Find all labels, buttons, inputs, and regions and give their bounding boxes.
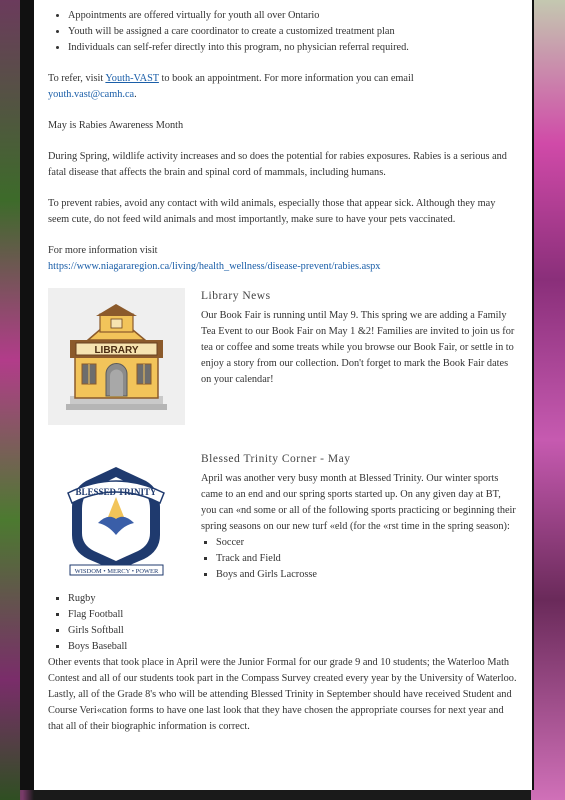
- crest-name-text: BLESSED TRINITY: [75, 487, 157, 497]
- list-item: ▪ Track and Field: [216, 551, 518, 567]
- background-flowers-left: [0, 0, 20, 800]
- list-item: ▪ Girls Softball: [68, 623, 518, 639]
- list-item: • Individuals can self-refer directly into this program, no physician referral required.: [68, 40, 518, 56]
- library-news-section: [48, 288, 518, 431]
- bt-corner-title: Blessed Trinity Corner - May: [201, 453, 351, 465]
- list-item: ▪ Soccer: [216, 535, 518, 551]
- blessed-trinity-logo: [48, 459, 185, 591]
- library-building-icon: [48, 288, 185, 425]
- sports-list-more: [48, 591, 518, 655]
- list-item: • Youth will be assigned a care coordinator to create a customized treatment plan: [68, 24, 518, 40]
- rabies-info-label: For more information visit: [48, 245, 158, 256]
- newsletter-page: [34, 0, 532, 790]
- library-news-title: Library News: [201, 290, 271, 302]
- bt-events-paragraph: Other events that took place in April were the Junior Formal for our grade 9 and 10 students; the Waterloo Math Contest and all of our students took part in the Compass Survey created every year by the University of Waterloo.: [48, 657, 517, 684]
- crest-motto-text: WISDOM • MERCY • POWER: [74, 568, 159, 575]
- bt-lastly-paragraph: Lastly, all of the Grade 8's who will be attending Blessed Trinity in September should have received Student and Course Veri«cation forms to have one last look that they have chosen the appropriate courses for next year and that all of their biographic information is correct.: [48, 689, 512, 732]
- list-item: ▪ Boys Baseball: [68, 639, 518, 655]
- rabies-paragraph-2: To prevent rabies, avoid any contact with wild animals, especially those that appear sick. Although they may seem cute, do not feed wild animals and most importantly, make sure to have your pets vaccinated.: [48, 198, 496, 225]
- refer-paragraph: To refer, visit Youth-VAST to book an appointment. For more information you can email youth.vast@camh.ca.: [48, 73, 414, 100]
- list-item: • Appointments are offered virtually for youth all over Ontario: [68, 8, 518, 24]
- library-image: [48, 288, 185, 431]
- blessed-trinity-crest-icon: [48, 459, 185, 585]
- email-link[interactable]: youth.vast@camh.ca: [48, 89, 135, 100]
- rabies-info-url[interactable]: https://www.niagararegion.ca/living/health_wellness/disease-prevent/rabies.aspx: [48, 261, 381, 272]
- library-news-body: Our Book Fair is running until May 9. This spring we are adding a Family Tea Event to our Book Fair on May 1 &2! Families are invited to join us for tea or coffee and some treats while you browse our Book Fair, or settle in to enjoy a story from our collection. Don't forget to mark the Book Fair dates on your calendar!: [201, 310, 515, 385]
- newsletter-content: [48, 8, 518, 735]
- list-item: ▪ Rugby: [68, 591, 518, 607]
- page-border-left: [20, 0, 34, 790]
- bt-corner-body: April was another very busy month at Blessed Trinity. Our winter sports came to an end and our spring sports started up. On any given day at BT, you can «nd some or all of the following sports practicing or beginning their spring seasons on our new turf «eld (for the «rst time in the spring season):: [201, 473, 516, 532]
- bt-corner-section: [48, 451, 518, 591]
- intro-bullet-list: [48, 8, 518, 56]
- rabies-heading: May is Rabies Awareness Month: [48, 120, 184, 131]
- youth-vast-link[interactable]: Youth-VAST: [105, 73, 159, 84]
- background-flowers-right: [531, 0, 565, 800]
- list-item: ▪ Flag Football: [68, 607, 518, 623]
- page-border-right: [532, 0, 534, 790]
- list-item: ▪ Boys and Girls Lacrosse: [216, 567, 518, 583]
- rabies-paragraph-1: During Spring, wildlife activity increases and so does the potential for rabies exposures. Rabies is a serious and fatal disease that affects the brain and spinal cord of mammals, including humans.: [48, 151, 507, 178]
- library-sign-text: LIBRARY: [94, 345, 139, 356]
